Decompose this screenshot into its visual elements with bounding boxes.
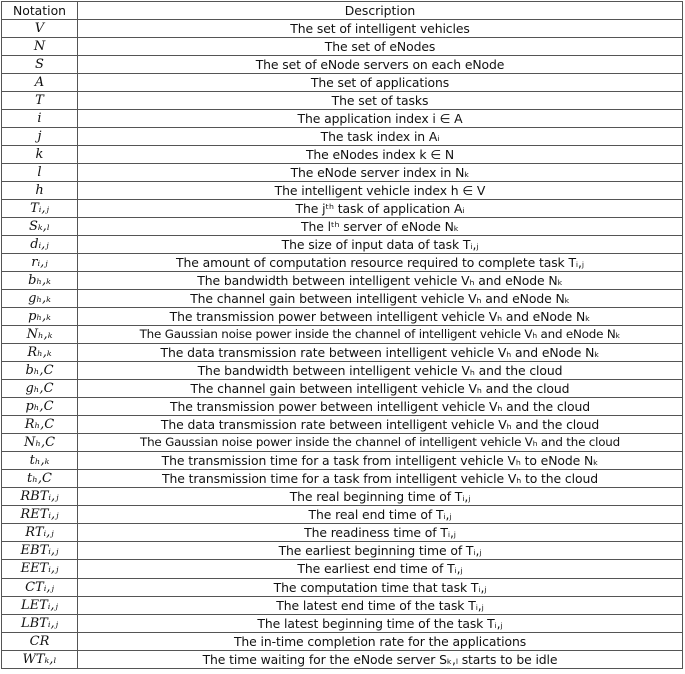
notation-cell: WTₖ,ₗ: [2, 650, 78, 668]
table-row: [2, 542, 683, 560]
table-row: [2, 380, 683, 398]
table-row: [2, 182, 683, 200]
notation-cell: A: [2, 74, 78, 92]
notation-cell: Nₕ,ₖ: [2, 326, 78, 344]
description-cell: The data transmission rate between intelligent vehicle Vₕ and the cloud: [78, 416, 683, 434]
notation-cell: RBTᵢ,ⱼ: [2, 488, 78, 506]
table-row: [2, 218, 683, 236]
notation-cell: h: [2, 182, 78, 200]
description-cell: The transmission power between intelligent vehicle Vₕ and the cloud: [78, 398, 683, 416]
notation-header: Notation: [2, 2, 78, 20]
notation-cell: l: [2, 164, 78, 182]
description-cell: The Gaussian noise power inside the channel of intelligent vehicle Vₕ and the cloud: [78, 434, 683, 452]
table-row: [2, 488, 683, 506]
notation-cell: CR: [2, 632, 78, 650]
table-row: [2, 398, 683, 416]
notation-cell: V: [2, 20, 78, 38]
table-row: [2, 416, 683, 434]
table-row: [2, 362, 683, 380]
description-cell: The latest end time of the task Tᵢ,ⱼ: [78, 596, 683, 614]
description-cell: The size of input data of task Tᵢ,ⱼ: [78, 236, 683, 254]
description-cell: The lᵗʰ server of eNode Nₖ: [78, 218, 683, 236]
table-header: [2, 2, 683, 20]
table-row: [2, 344, 683, 362]
description-cell: The earliest beginning time of Tᵢ,ⱼ: [78, 542, 683, 560]
table-row: [2, 326, 683, 344]
table-row: [2, 272, 683, 290]
notation-cell: dᵢ,ⱼ: [2, 236, 78, 254]
table-row: [2, 470, 683, 488]
table-row: [2, 650, 683, 668]
notation-cell: rᵢ,ⱼ: [2, 254, 78, 272]
notation-cell: i: [2, 110, 78, 128]
table-row: [2, 164, 683, 182]
notation-cell: gₕ,C: [2, 380, 78, 398]
description-cell: The earliest end time of Tᵢ,ⱼ: [78, 560, 683, 578]
description-cell: The real beginning time of Tᵢ,ⱼ: [78, 488, 683, 506]
description-cell: The latest beginning time of the task Tᵢ,ⱼ: [78, 614, 683, 632]
description-cell: The eNodes index k ∈ N: [78, 146, 683, 164]
notation-cell: pₕ,ₖ: [2, 308, 78, 326]
notation-cell: Rₕ,C: [2, 416, 78, 434]
table-row: [2, 308, 683, 326]
notation-cell: bₕ,ₖ: [2, 272, 78, 290]
table-row: [2, 596, 683, 614]
description-cell: The set of intelligent vehicles: [78, 20, 683, 38]
table-row: [2, 128, 683, 146]
notation-cell: Rₕ,ₖ: [2, 344, 78, 362]
notation-cell: RTᵢ,ⱼ: [2, 524, 78, 542]
notation-cell: tₕ,C: [2, 470, 78, 488]
table-body: [2, 20, 683, 669]
notation-cell: EETᵢ,ⱼ: [2, 560, 78, 578]
table-row: [2, 434, 683, 452]
description-cell: The amount of computation resource required to complete task Tᵢ,ⱼ: [78, 254, 683, 272]
table-row: [2, 110, 683, 128]
notation-cell: Sₖ,ₗ: [2, 218, 78, 236]
notation-cell: pₕ,C: [2, 398, 78, 416]
notation-cell: LBTᵢ,ⱼ: [2, 614, 78, 632]
description-cell: The set of applications: [78, 74, 683, 92]
description-cell: The Gaussian noise power inside the channel of intelligent vehicle Vₕ and eNode Nₖ: [78, 326, 683, 344]
table-row: [2, 38, 683, 56]
notation-cell: tₕ,ₖ: [2, 452, 78, 470]
description-cell: The eNode server index in Nₖ: [78, 164, 683, 182]
description-cell: The transmission time for a task from intelligent vehicle Vₕ to eNode Nₖ: [78, 452, 683, 470]
description-cell: The readiness time of Tᵢ,ⱼ: [78, 524, 683, 542]
description-header: Description: [78, 2, 683, 20]
description-cell: The intelligent vehicle index h ∈ V: [78, 182, 683, 200]
notation-cell: Tᵢ,ⱼ: [2, 200, 78, 218]
notation-cell: bₕ,C: [2, 362, 78, 380]
notation-cell: RETᵢ,ⱼ: [2, 506, 78, 524]
table-row: [2, 560, 683, 578]
notation-cell: N: [2, 38, 78, 56]
notation-cell: T: [2, 92, 78, 110]
description-cell: The time waiting for the eNode server Sₖ,ₗ starts to be idle: [78, 650, 683, 668]
notation-cell: CTᵢ,ⱼ: [2, 578, 78, 596]
description-cell: The data transmission rate between intelligent vehicle Vₕ and eNode Nₖ: [78, 344, 683, 362]
table-row: [2, 56, 683, 74]
description-cell: The real end time of Tᵢ,ⱼ: [78, 506, 683, 524]
notation-cell: gₕ,ₖ: [2, 290, 78, 308]
description-cell: The transmission time for a task from intelligent vehicle Vₕ to the cloud: [78, 470, 683, 488]
table-row: [2, 254, 683, 272]
description-cell: The set of eNode servers on each eNode: [78, 56, 683, 74]
table-row: [2, 614, 683, 632]
table-row: [2, 236, 683, 254]
table-row: [2, 74, 683, 92]
notation-cell: S: [2, 56, 78, 74]
notation-table: [1, 1, 683, 669]
header-row: [2, 2, 683, 20]
table-row: [2, 20, 683, 38]
description-cell: The channel gain between intelligent vehicle Vₕ and eNode Nₖ: [78, 290, 683, 308]
notation-cell: EBTᵢ,ⱼ: [2, 542, 78, 560]
description-cell: The in-time completion rate for the applications: [78, 632, 683, 650]
description-cell: The application index i ∈ A: [78, 110, 683, 128]
description-cell: The task index in Aᵢ: [78, 128, 683, 146]
description-cell: The bandwidth between intelligent vehicle Vₕ and eNode Nₖ: [78, 272, 683, 290]
table-row: [2, 200, 683, 218]
notation-cell: LETᵢ,ⱼ: [2, 596, 78, 614]
notation-cell: Nₕ,C: [2, 434, 78, 452]
table-row: [2, 524, 683, 542]
notation-cell: k: [2, 146, 78, 164]
description-cell: The set of tasks: [78, 92, 683, 110]
description-cell: The computation time that task Tᵢ,ⱼ: [78, 578, 683, 596]
table-row: [2, 506, 683, 524]
table-row: [2, 290, 683, 308]
table-row: [2, 578, 683, 596]
table-row: [2, 632, 683, 650]
description-cell: The set of eNodes: [78, 38, 683, 56]
description-cell: The jᵗʰ task of application Aᵢ: [78, 200, 683, 218]
notation-cell: j: [2, 128, 78, 146]
description-cell: The transmission power between intelligent vehicle Vₕ and eNode Nₖ: [78, 308, 683, 326]
description-cell: The channel gain between intelligent vehicle Vₕ and the cloud: [78, 380, 683, 398]
table-row: [2, 146, 683, 164]
description-cell: The bandwidth between intelligent vehicle Vₕ and the cloud: [78, 362, 683, 380]
table-row: [2, 452, 683, 470]
table-row: [2, 92, 683, 110]
